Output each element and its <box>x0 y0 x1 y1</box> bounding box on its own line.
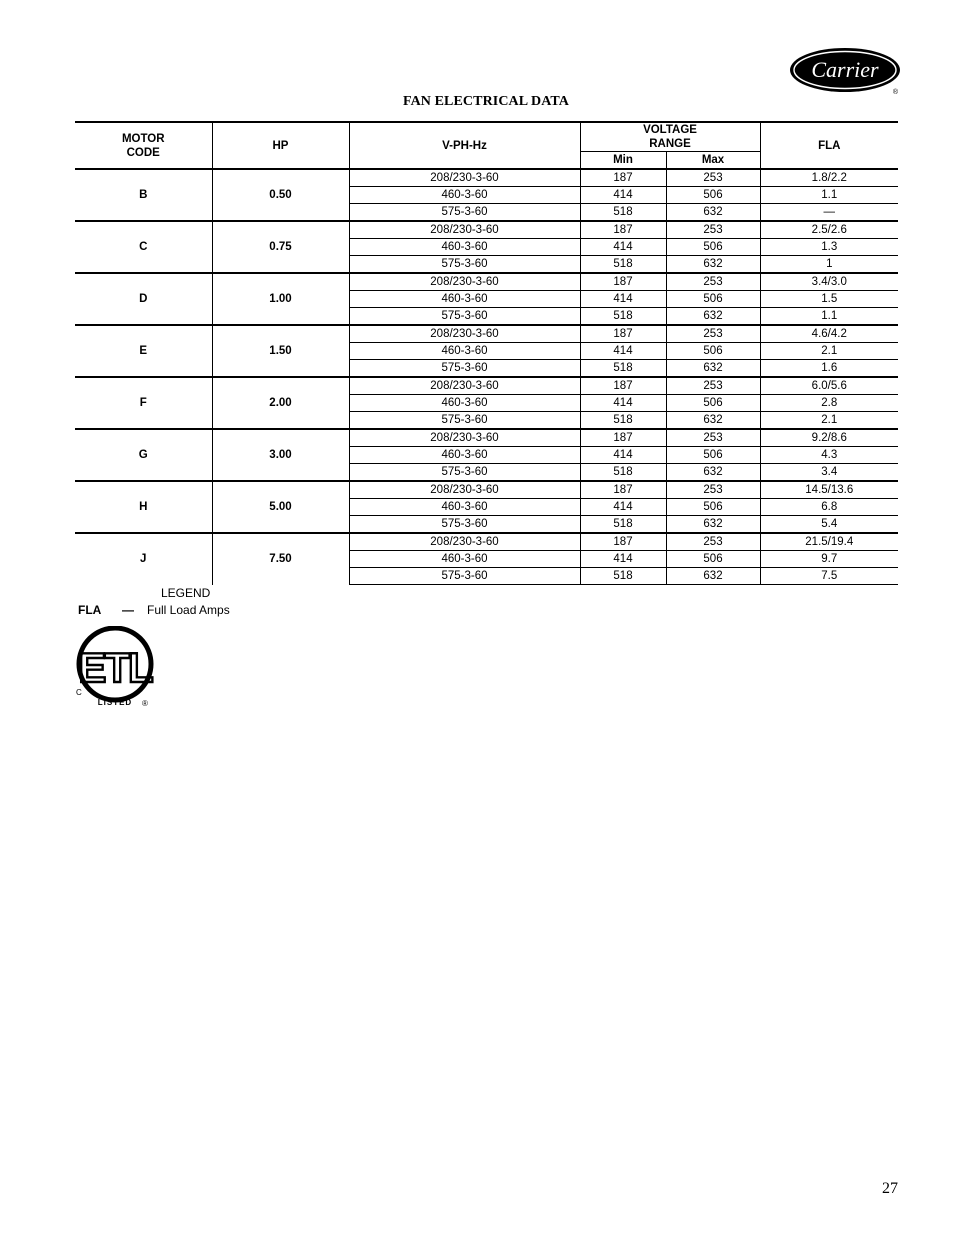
table-row <box>75 221 898 239</box>
vphhz-cell: 208/230-3-60 <box>349 325 580 343</box>
hp-cell: 3.00 <box>212 429 349 481</box>
header-min: Min <box>580 152 666 170</box>
min-cell: 187 <box>580 169 666 187</box>
table-body <box>75 169 898 585</box>
hp-cell: 0.75 <box>212 221 349 273</box>
max-cell: 253 <box>666 429 760 447</box>
min-cell: 518 <box>580 360 666 378</box>
fla-cell: 6.0/5.6 <box>760 377 898 395</box>
vphhz-cell: 460-3-60 <box>349 551 580 568</box>
motor-code-cell: D <box>75 273 212 325</box>
fla-cell: 2.1 <box>760 412 898 430</box>
max-cell: 506 <box>666 187 760 204</box>
hp-cell: 2.00 <box>212 377 349 429</box>
fla-cell: 4.6/4.2 <box>760 325 898 343</box>
fla-cell: 1 <box>760 256 898 274</box>
vphhz-cell: 460-3-60 <box>349 395 580 412</box>
etl-letters: ETL <box>78 644 152 691</box>
page-number: 27 <box>882 1180 898 1197</box>
fan-electrical-table <box>75 121 898 585</box>
motor-code-cell: B <box>75 169 212 221</box>
vphhz-cell: 460-3-60 <box>349 187 580 204</box>
max-cell: 506 <box>666 395 760 412</box>
vphhz-cell: 575-3-60 <box>349 256 580 274</box>
vphhz-cell: 575-3-60 <box>349 360 580 378</box>
vphhz-cell: 208/230-3-60 <box>349 169 580 187</box>
max-cell: 506 <box>666 239 760 256</box>
legend-title: LEGEND <box>161 586 211 600</box>
fla-cell: 1.1 <box>760 308 898 326</box>
min-cell: 414 <box>580 395 666 412</box>
min-cell: 414 <box>580 187 666 204</box>
fla-cell: 7.5 <box>760 568 898 585</box>
max-cell: 506 <box>666 499 760 516</box>
max-cell: 632 <box>666 308 760 326</box>
vphhz-cell: 208/230-3-60 <box>349 273 580 291</box>
table-row <box>75 429 898 447</box>
vphhz-cell: 575-3-60 <box>349 568 580 585</box>
min-cell: 187 <box>580 377 666 395</box>
etl-listed-mark <box>72 626 158 710</box>
legend-definition: Full Load Amps <box>147 603 230 617</box>
fla-cell: 2.1 <box>760 343 898 360</box>
hp-cell: 1.00 <box>212 273 349 325</box>
max-cell: 253 <box>666 273 760 291</box>
fla-cell: 2.5/2.6 <box>760 221 898 239</box>
min-cell: 518 <box>580 308 666 326</box>
min-cell: 187 <box>580 325 666 343</box>
fla-cell: 6.8 <box>760 499 898 516</box>
motor-code-cell: C <box>75 221 212 273</box>
logo-registered-mark: ® <box>892 89 898 96</box>
vphhz-cell: 460-3-60 <box>349 447 580 464</box>
vphhz-cell: 208/230-3-60 <box>349 429 580 447</box>
table-row <box>75 169 898 187</box>
motor-code-cell: H <box>75 481 212 533</box>
max-cell: 506 <box>666 447 760 464</box>
min-cell: 414 <box>580 499 666 516</box>
min-cell: 187 <box>580 273 666 291</box>
min-cell: 187 <box>580 429 666 447</box>
min-cell: 414 <box>580 291 666 308</box>
vphhz-cell: 208/230-3-60 <box>349 221 580 239</box>
max-cell: 632 <box>666 412 760 430</box>
fla-cell: 1.1 <box>760 187 898 204</box>
max-cell: 253 <box>666 481 760 499</box>
fla-cell: 9.7 <box>760 551 898 568</box>
min-cell: 187 <box>580 221 666 239</box>
min-cell: 414 <box>580 239 666 256</box>
table-row <box>75 325 898 343</box>
motor-code-cell: F <box>75 377 212 429</box>
fla-cell: 2.8 <box>760 395 898 412</box>
fla-cell: 4.3 <box>760 447 898 464</box>
max-cell: 506 <box>666 343 760 360</box>
vphhz-cell: 460-3-60 <box>349 499 580 516</box>
hp-cell: 7.50 <box>212 533 349 585</box>
header-hp: HP <box>212 122 349 169</box>
section-title: FAN ELECTRICAL DATA <box>402 94 570 109</box>
vphhz-cell: 208/230-3-60 <box>349 481 580 499</box>
min-cell: 187 <box>580 533 666 551</box>
table-row <box>75 377 898 395</box>
legend-abbreviation: FLA <box>78 603 102 617</box>
fla-cell: 3.4/3.0 <box>760 273 898 291</box>
logo-wordmark: Carrier <box>811 57 879 82</box>
vphhz-cell: 575-3-60 <box>349 308 580 326</box>
header-fla: FLA <box>760 122 898 169</box>
hp-cell: 1.50 <box>212 325 349 377</box>
etl-listed-text: LISTED <box>97 698 133 707</box>
etl-c-mark: C <box>76 688 82 697</box>
motor-code-cell: J <box>75 533 212 585</box>
max-cell: 253 <box>666 533 760 551</box>
vphhz-cell: 208/230-3-60 <box>349 533 580 551</box>
fla-cell: 3.4 <box>760 464 898 482</box>
table-row <box>75 533 898 551</box>
hp-cell: 5.00 <box>212 481 349 533</box>
fla-cell: 21.5/19.4 <box>760 533 898 551</box>
min-cell: 414 <box>580 343 666 360</box>
max-cell: 253 <box>666 325 760 343</box>
min-cell: 518 <box>580 516 666 534</box>
min-cell: 518 <box>580 464 666 482</box>
max-cell: 253 <box>666 377 760 395</box>
hp-cell: 0.50 <box>212 169 349 221</box>
max-cell: 506 <box>666 551 760 568</box>
table-row <box>75 481 898 499</box>
min-cell: 414 <box>580 447 666 464</box>
min-cell: 187 <box>580 481 666 499</box>
legend-dash: — <box>122 603 134 617</box>
table-row <box>75 273 898 291</box>
max-cell: 253 <box>666 221 760 239</box>
max-cell: 632 <box>666 204 760 222</box>
max-cell: 632 <box>666 464 760 482</box>
max-cell: 632 <box>666 256 760 274</box>
etl-registered-mark: ® <box>142 699 148 708</box>
vphhz-cell: 460-3-60 <box>349 239 580 256</box>
fla-cell: 14.5/13.6 <box>760 481 898 499</box>
fla-cell: 1.5 <box>760 291 898 308</box>
max-cell: 506 <box>666 291 760 308</box>
max-cell: 253 <box>666 169 760 187</box>
fla-cell: 1.3 <box>760 239 898 256</box>
vphhz-cell: 575-3-60 <box>349 464 580 482</box>
vphhz-cell: 575-3-60 <box>349 412 580 430</box>
min-cell: 518 <box>580 568 666 585</box>
max-cell: 632 <box>666 568 760 585</box>
motor-code-cell: G <box>75 429 212 481</box>
min-cell: 414 <box>580 551 666 568</box>
max-cell: 632 <box>666 360 760 378</box>
motor-code-cell: E <box>75 325 212 377</box>
header-voltage-range: VOLTAGE RANGE <box>580 122 760 152</box>
fla-cell: 5.4 <box>760 516 898 534</box>
min-cell: 518 <box>580 204 666 222</box>
fla-cell: 9.2/8.6 <box>760 429 898 447</box>
header-motor-code: MOTOR CODE <box>75 122 212 169</box>
carrier-logo <box>788 46 906 96</box>
vphhz-cell: 460-3-60 <box>349 343 580 360</box>
vphhz-cell: 208/230-3-60 <box>349 377 580 395</box>
fla-cell: 1.8/2.2 <box>760 169 898 187</box>
min-cell: 518 <box>580 412 666 430</box>
header-max: Max <box>666 152 760 170</box>
max-cell: 632 <box>666 516 760 534</box>
min-cell: 518 <box>580 256 666 274</box>
vphhz-cell: 575-3-60 <box>349 204 580 222</box>
vphhz-cell: 460-3-60 <box>349 291 580 308</box>
header-vphhz: V-PH-Hz <box>349 122 580 169</box>
fla-cell: 1.6 <box>760 360 898 378</box>
vphhz-cell: 575-3-60 <box>349 516 580 534</box>
fla-cell: — <box>760 204 898 222</box>
